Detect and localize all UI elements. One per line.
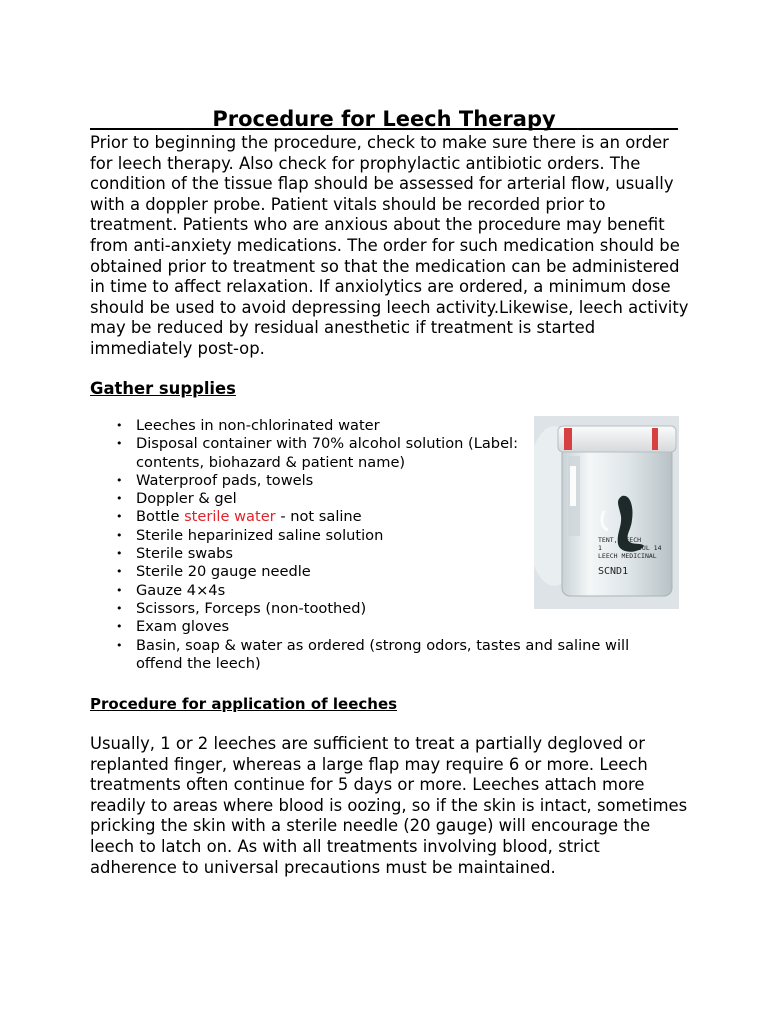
jar-label-line: SCND1 — [598, 566, 629, 577]
jar-highlight — [570, 466, 576, 506]
list-item — [116, 435, 531, 472]
bullet-icon: • — [116, 638, 123, 652]
list-item-text: Doppler & gel — [136, 490, 237, 508]
bullet-icon: • — [116, 492, 123, 506]
list-item — [116, 636, 666, 674]
list-item-text: Basin, soap & water as ordered (strong odors, tastes and saline will offend the leech) — [136, 636, 630, 672]
intro-paragraph: Prior to beginning the procedure, check to make sure there is an order for leech therapy. Also check for prophylactic antibiotic orders. The condition of the tissue flap should be assessed for arterial flow, usually with a doppler probe. Patient vitals should be recorded prior to treatment. Patients who are anxious about the procedure may benefit from anti-anxiety medications. The order for such medication should be obtained prior to treatment so that the medication can be administered in time to affect relaxation. If anxiolytics are ordered, a minimum dose should be used to avoid depressing leech activity.Likewise, leech activity may be reduced by residual anesthetic if treatment is started immediately post-op. — [90, 133, 689, 358]
bullet-icon: • — [116, 419, 123, 432]
page-title: Procedure for Leech Therapy — [212, 107, 556, 132]
bullet-icon: • — [116, 473, 123, 487]
list-item — [116, 618, 696, 636]
jar-label-line: TENT, LEECH — [598, 536, 642, 544]
list-item-text: Sterile swabs — [136, 545, 234, 563]
lid-red-stripe — [652, 428, 658, 450]
list-item-text: Sterile heparinized saline solution — [136, 526, 384, 544]
jar-label-line: JUL 14 — [638, 544, 662, 552]
list-item-text: Sterile 20 gauge needle — [136, 563, 311, 581]
jar-lid — [558, 426, 676, 452]
bullet-icon: • — [116, 583, 123, 597]
procedure-paragraph: Usually, 1 or 2 leeches are sufficient to treat a partially degloved or replanted finger, whereas a large flap may require 6 or more. Leech treatments often continue for 5 days or more. Leeches attach more readily to areas where blood is oozing, so if the skin is intact, sometimes pricking the skin with a sterile needle (20 gauge) will encourage the leech to latch on. As with all treatments involving blood, strict adherence to universal precautions must be maintained. — [90, 734, 688, 877]
list-item-text: Waterproof pads, towels — [136, 471, 314, 489]
bullet-icon: • — [116, 528, 123, 542]
sterile-water-highlight: sterile water — [184, 508, 276, 526]
bullet-icon: • — [116, 437, 123, 451]
bullet-icon: • — [116, 565, 123, 579]
jar-label-line: LEECH MEDICINAL — [598, 552, 657, 560]
list-item-text-after: - not saline — [275, 508, 362, 526]
bullet-icon: • — [116, 601, 123, 615]
list-item-text: Disposal container with 70% alcohol solution (Label: contents, biohazard & patient name) — [136, 435, 519, 471]
jar-label-line: 1 — [598, 544, 602, 552]
list-item-text: Gauze 4×4s — [136, 581, 226, 599]
lid-red-stripe — [564, 428, 572, 450]
list-item-text: Scissors, Forceps (non-toothed) — [136, 599, 367, 617]
bullet-icon: • — [116, 547, 123, 561]
title-underline-rule — [90, 128, 678, 130]
list-item-text: Exam gloves — [136, 618, 230, 636]
list-item-text-before: Bottle — [136, 508, 185, 526]
supplies-heading: Gather supplies — [90, 379, 236, 398]
leech-jar-illustration — [534, 416, 679, 609]
leech-jar-photo — [534, 416, 679, 609]
bullet-icon: • — [116, 510, 123, 524]
list-item-text: Leeches in non-chlorinated water — [136, 417, 380, 434]
procedure-heading: Procedure for application of leeches — [90, 695, 398, 713]
bullet-icon: • — [116, 620, 123, 634]
